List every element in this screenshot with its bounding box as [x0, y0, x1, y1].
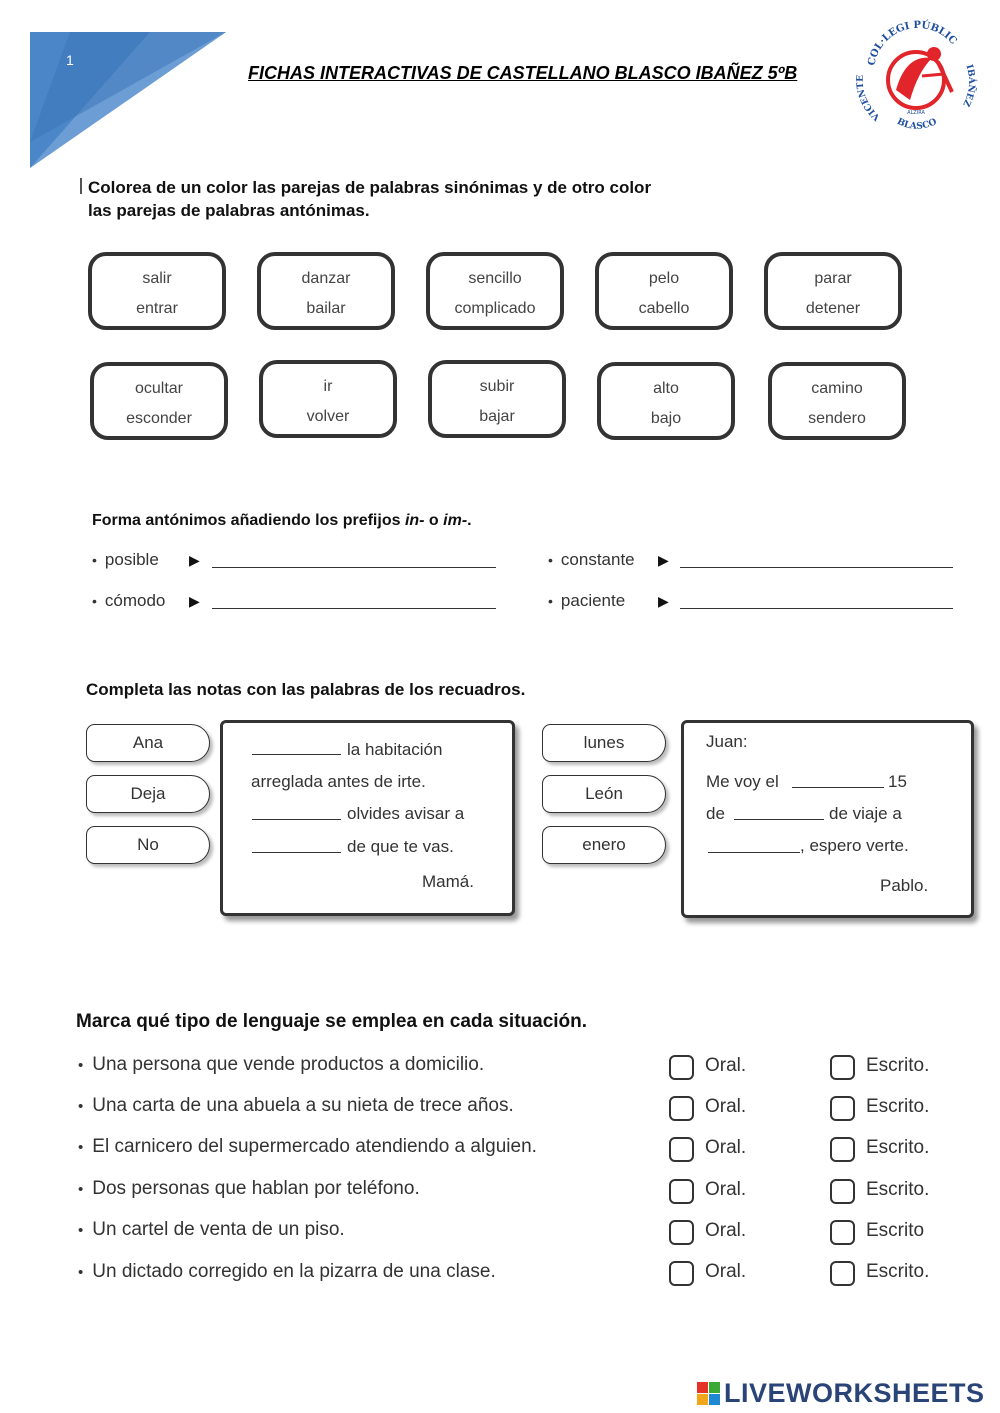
section4-title: Marca qué tipo de lenguaje se emplea en cada situación.	[76, 1011, 588, 1032]
word-pair-box[interactable]: pelo cabello	[595, 252, 733, 330]
blank-line[interactable]	[734, 819, 824, 820]
answer-line[interactable]	[212, 567, 496, 568]
situation-item: • Un cartel de venta de un piso.	[78, 1219, 345, 1240]
oral-checkbox[interactable]	[669, 1220, 694, 1245]
word-box[interactable]: Ana	[86, 724, 210, 762]
situation-item: • El carnicero del supermercado atendiendo a alguien.	[78, 1136, 537, 1157]
page-title: FICHAS INTERACTIVAS DE CASTELLANO BLASCO IBAÑEZ 5ºB	[248, 63, 798, 83]
oral-label: Oral.	[705, 1055, 747, 1076]
blank-line[interactable]	[792, 787, 884, 788]
page-number: 1	[66, 52, 74, 68]
word-pair-box[interactable]: salir entrar	[88, 252, 226, 330]
oral-checkbox[interactable]	[669, 1261, 694, 1286]
word-box[interactable]: León	[542, 775, 666, 813]
written-label: Escrito.	[866, 1261, 930, 1282]
prefix-word: • posible	[92, 550, 159, 569]
note-text: arreglada antes de irte.	[251, 772, 426, 791]
oral-label: Oral.	[705, 1137, 747, 1158]
written-label: Escrito.	[866, 1179, 930, 1200]
prefix-word: • paciente	[548, 591, 626, 610]
written-label: Escrito.	[866, 1137, 930, 1158]
note-text: la habitación	[347, 740, 443, 759]
situation-item: • Dos personas que hablan por teléfono.	[78, 1178, 420, 1199]
arrow-icon: ▶	[189, 593, 200, 609]
oral-label: Oral.	[705, 1096, 747, 1117]
word-box[interactable]: No	[86, 826, 210, 864]
logo-town-text: ALZIRA	[907, 110, 925, 116]
blank-line[interactable]	[252, 852, 341, 853]
oral-checkbox[interactable]	[669, 1096, 694, 1121]
logo-bottom-text: BLASCO	[895, 116, 939, 132]
logo-left-text: VICENTE	[855, 74, 883, 122]
svg-text:BLASCO	[895, 117, 938, 132]
note-text: , espero verte.	[800, 836, 909, 855]
section2-title: Forma antónimos añadiendo los prefijos in- o im-.	[92, 512, 472, 529]
word-box[interactable]: enero	[542, 826, 666, 864]
logo-top-text: COL·LEGI PÚBLIC	[866, 19, 959, 67]
note-text: de que te vas.	[347, 837, 454, 856]
oral-label: Oral.	[705, 1261, 747, 1282]
note-text: de	[706, 804, 725, 823]
section1-title-line2: las parejas de palabras antónimas.	[88, 201, 370, 220]
word-box[interactable]: Deja	[86, 775, 210, 813]
logo-right-text: IBÁÑEZ	[960, 63, 977, 108]
prefix-word: • cómodo	[92, 591, 166, 610]
note-greeting: Juan:	[706, 732, 748, 751]
written-checkbox[interactable]	[830, 1096, 855, 1121]
word-box[interactable]: lunes	[542, 724, 666, 762]
arrow-icon: ▶	[658, 593, 669, 609]
liveworksheets-brand[interactable]: LIVEWORKSHEETS	[724, 1378, 985, 1408]
oral-checkbox[interactable]	[669, 1055, 694, 1080]
written-label: Escrito	[866, 1220, 925, 1241]
word-pair-box[interactable]: alto bajo	[597, 362, 735, 440]
prefix-word: • constante	[548, 550, 635, 569]
oral-label: Oral.	[705, 1179, 747, 1200]
arrow-icon: ▶	[189, 552, 200, 568]
word-pair-box[interactable]: ocultar esconder	[90, 362, 228, 440]
written-checkbox[interactable]	[830, 1220, 855, 1245]
section1-title-line1: Colorea de un color las parejas de palabras sinónimas y de otro color	[88, 178, 652, 197]
answer-line[interactable]	[680, 567, 953, 568]
note-text: de viaje a	[829, 804, 902, 823]
written-checkbox[interactable]	[830, 1137, 855, 1162]
section-marker	[80, 178, 82, 194]
written-checkbox[interactable]	[830, 1261, 855, 1286]
written-checkbox[interactable]	[830, 1055, 855, 1080]
section3-title: Completa las notas con las palabras de los recuadros.	[86, 680, 526, 699]
note-text: olvides avisar a	[347, 804, 465, 823]
word-pair-box[interactable]: parar detener	[764, 252, 902, 330]
situation-item: • Una persona que vende productos a domicilio.	[78, 1054, 485, 1075]
arrow-icon: ▶	[658, 552, 669, 568]
word-pair-box[interactable]: ir volver	[259, 360, 397, 438]
blank-line[interactable]	[252, 819, 341, 820]
word-pair-box[interactable]: danzar bailar	[257, 252, 395, 330]
school-logo	[852, 14, 980, 142]
svg-text:VICENTE	[856, 75, 884, 123]
blank-line[interactable]	[708, 852, 800, 853]
note-text: Me voy el	[706, 772, 779, 791]
written-checkbox[interactable]	[830, 1179, 855, 1204]
svg-text:COL·LEGI PÚBLIC	[866, 19, 958, 67]
liveworksheets-icon	[696, 1378, 722, 1410]
answer-line[interactable]	[680, 608, 953, 609]
written-label: Escrito.	[866, 1055, 930, 1076]
word-pair-box[interactable]: subir bajar	[428, 360, 566, 438]
answer-line[interactable]	[212, 608, 496, 609]
svg-text:IBÁÑEZ	[960, 63, 978, 108]
note-text: 15	[888, 772, 907, 791]
oral-label: Oral.	[705, 1220, 747, 1241]
note-signature: Mamá.	[422, 872, 474, 891]
note-signature: Pablo.	[880, 876, 929, 895]
word-pair-box[interactable]: camino sendero	[768, 362, 906, 440]
oral-checkbox[interactable]	[669, 1179, 694, 1204]
blank-line[interactable]	[252, 754, 341, 755]
oral-checkbox[interactable]	[669, 1137, 694, 1162]
written-label: Escrito.	[866, 1096, 930, 1117]
word-pair-box[interactable]: sencillo complicado	[426, 252, 564, 330]
page-corner-decoration	[30, 32, 226, 168]
situation-item: • Una carta de una abuela a su nieta de trece años.	[78, 1095, 514, 1116]
situation-item: • Un dictado corregido en la pizarra de una clase.	[78, 1261, 496, 1282]
